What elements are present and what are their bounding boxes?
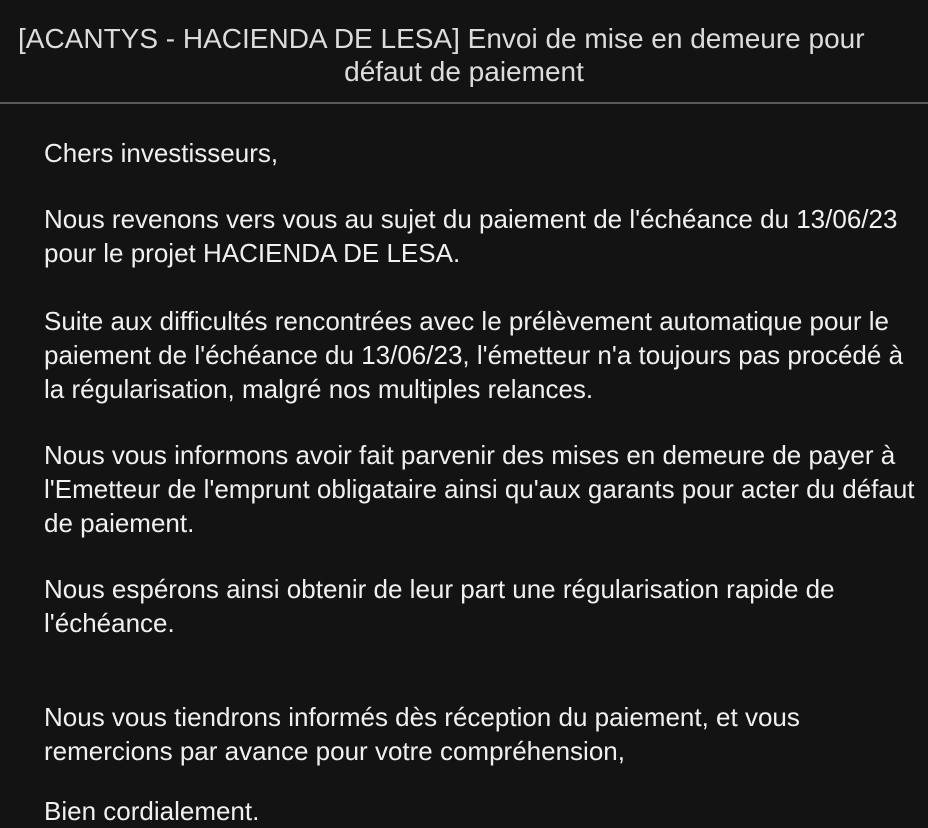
email-paragraph: Nous vous informons avoir fait parvenir des mises en demeure de payer à l'Emetteur de l'emprunt obligataire ainsi qu'aux garants pour acter du défaut de paiement. — [44, 440, 915, 538]
email-header — [0, 0, 928, 104]
email-paragraph: Nous espérons ainsi obtenir de leur part une régularisation rapide de l'échéance. — [44, 574, 835, 638]
email-paragraph: Suite aux difficultés rencontrées avec le prélèvement automatique pour le paiement de l'échéance du 13/06/23, l'émetteur n'a toujours pas procédé à la régularisation, malgré nos multiples relances. — [44, 306, 904, 404]
email-paragraph: Nous revenons vers vous au sujet du paiement de l'échéance du 13/06/23 pour le projet HACIENDA DE LESA. — [44, 204, 898, 268]
email-paragraph: Nous vous tiendrons informés dès réception du paiement, et vous remercions par avance pour votre compréhension, — [44, 702, 800, 766]
email-closing: Bien cordialement. — [44, 796, 260, 826]
email-subject-line-1: [ACANTYS - HACIENDA DE LESA] Envoi de mise en demeure pour — [18, 23, 865, 54]
email-subject — [18, 22, 928, 88]
email-subject-line-2: défaut de paiement — [344, 56, 584, 87]
email-greeting: Chers investisseurs, — [44, 138, 279, 168]
